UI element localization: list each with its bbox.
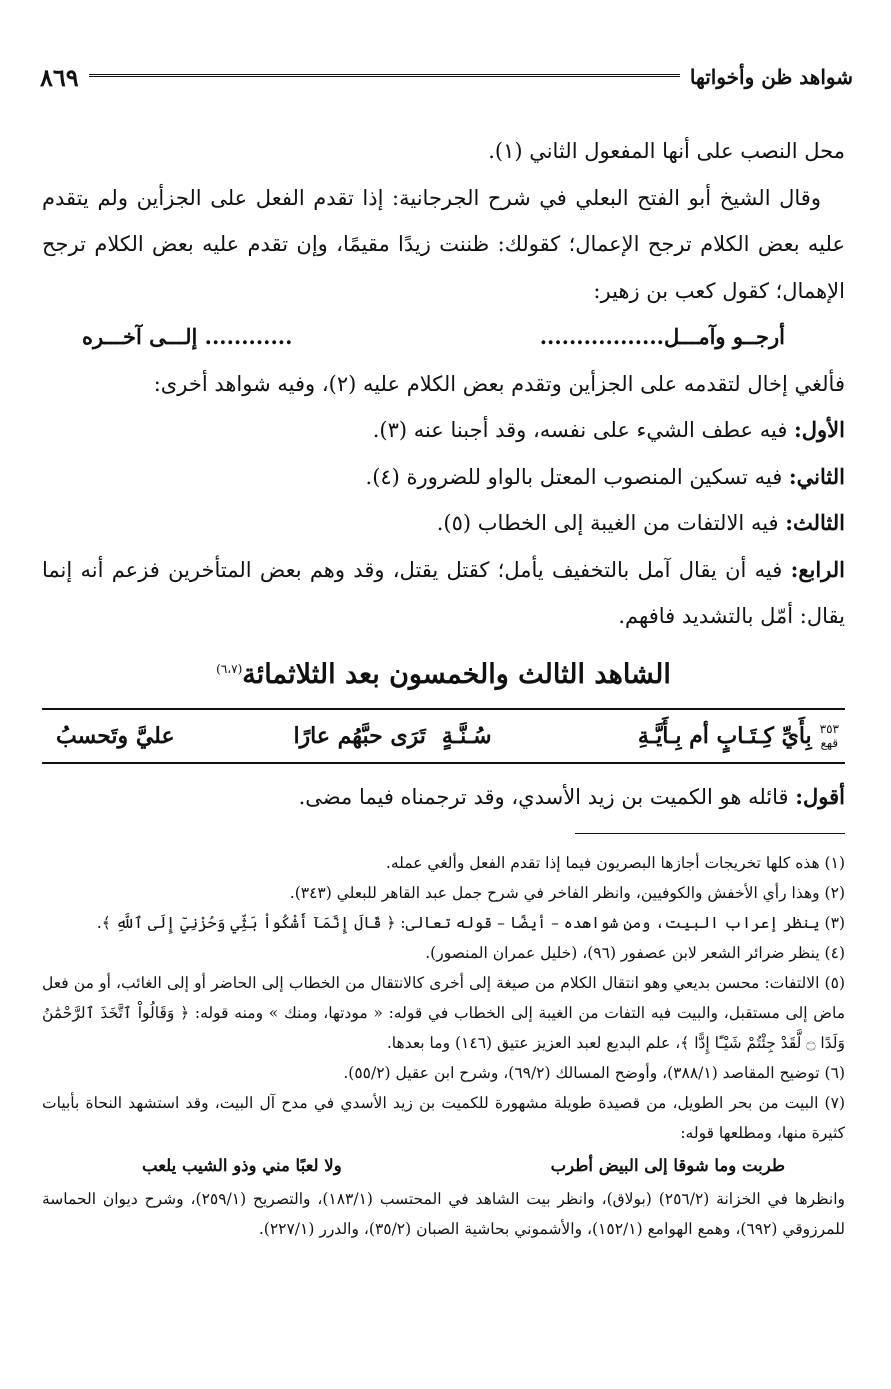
point-fourth: [42, 547, 845, 640]
verse-meter: قهع: [820, 735, 839, 750]
commentary-label: أقول:: [795, 783, 845, 809]
point-label: الثاني:: [788, 463, 845, 489]
first-hemistich: [434, 714, 820, 758]
paragraph-1: محل النصب على أنها المفعول الثاني (١).: [488, 139, 845, 163]
point-first: [42, 407, 845, 454]
footnote-7-sources: وانظرها في الخزانة (٢٥٦/٢) (بولاق)، وانظر بيت الشاهد في المحتسب (١٨٣/١)، والتصريح (٢٥٩/١)، وشرح ديوان الحماسة للمرزوقي (٦٩٢)، وهمع الهوامع (١٥٢/١)، والأشموني بحاشية الصبان (٣٥/٢)، والدرر (٢٢٧/١).: [42, 1190, 845, 1238]
footnote-1: (١) هذه كلها تخريجات أجازها البصريون فيما إذا تقدم الفعل وألغي عمله.: [385, 854, 845, 872]
heading-text: الشاهد الثالث والخمسون بعد الثلاثمائة: [242, 658, 671, 690]
point-text: فيه الالتفات من الغيبة إلى الخطاب (٥).: [436, 511, 786, 535]
footnotes: [42, 848, 845, 1244]
footnote-4: (٤) ينظر ضرائر الشعر لابن عصفور (٩٦)، (خليل عمران المنصور).: [425, 944, 845, 962]
point-text: فيه عطف الشيء على نفسه، وقد أجبنا عنه (٣).: [372, 418, 795, 442]
commentary: [42, 774, 845, 821]
point-label: الأول:: [794, 417, 845, 442]
hemistich-part: عليَّ وتَحسبُ: [56, 722, 175, 749]
commentary-text: قائله هو الكميت بن زيد الأسدي، وقد ترجمناه فيما مضى.: [298, 784, 796, 809]
verse-number: ٣٥٣: [819, 721, 839, 736]
section-heading: [42, 646, 845, 698]
verse-number-block: [820, 722, 839, 750]
point-label: الرابع:: [790, 556, 845, 582]
second-hemistich: [48, 714, 434, 758]
footnote-2: (٢) وهذا رأي الأخفش والكوفيين، وانظر الفاخر في شرح جمل عبد القاهر للبعلي (٣٤٣).: [289, 884, 845, 902]
running-header: [40, 60, 853, 94]
header-rule: [89, 74, 680, 80]
paragraph-2: وقال الشيخ أبو الفتح البعلي في شرح الجرجانية: إذا تقدم الفعل على الجزأين ولم يتقدم عليه بعض الكلام ترجح الإعمال؛ كقولك: ظننت زيدًا مقيمًا، وإن تقدم عليه بعض الكلام ترجح الإهمال؛ كقول كعب بن زهير:: [42, 185, 845, 303]
point-text: فيه أن يقال آمل بالتخفيف يأمل؛ كقتل يقتل، وقد وهم بعض المتأخرين فزعم أنه إنما يقال: أمّل بالتشديد فافهم.: [42, 557, 845, 628]
hemistich-part: بِأَيِّ كِـتَـابٍ أم بِـأَيَّـةِ: [637, 722, 812, 749]
footnote-6: (٦) توضيح المقاصد (٣٨٨/١)، وأوضح المسالك (٦٩/٢)، وشرح ابن عقيل (٥٥/٢).: [343, 1064, 845, 1082]
main-text: [42, 128, 845, 820]
point-third: [42, 500, 845, 547]
hemistich-part: تَرَى حبَّهُم عارًا: [293, 722, 426, 749]
footnote-separator: [575, 833, 845, 834]
verse-second-half: ............ إلـــى آخـــره: [82, 324, 293, 349]
quoted-verse: [42, 314, 845, 361]
poem-verse: [42, 708, 845, 764]
footnote-3: (٣) ينظر إعراب البيت، ومن شواهده – أيضًا – قوله تعالى: ﴿ قَالَ إِنَّمَآ أَشْكُواْ بَثِّي وَحُزْنِيٓ إِلَى ٱللَّهِ ﴾.: [96, 914, 845, 932]
footnote-verse-second: ولا لعبًا مني وذو الشيب يلعب: [142, 1156, 342, 1175]
footnote-5: (٥) الالتفات: محسن بديعي وهو انتقال الكلام من صيغة إلى أخرى كالانتقال من الخطاب إلى الحاضر أو إلى الغائب، أو من فعل ماض إلى مستقبل، والبيت فيه التفات من الغيبة إلى الخطاب في قوله: « مودتها، ومنك » ومنه قوله: ﴿ وَقَالُواْ ٱتَّخَذَ ٱلرَّحْمَٰنُ وَلَدًا ۝ لَّقَدْ جِئْتُمْ شَيْـًٔا إِدًّا ﴾، علم البديع لعبد العزيز عتيق (١٤٦) وما بعدها.: [42, 974, 845, 1052]
footnote-verse-first: طربت وما شوقا إلى البيض أطرب: [550, 1156, 785, 1175]
verse-first-half: أرجــو وآمـــل.................: [539, 324, 785, 349]
point-label: الثالث:: [785, 510, 845, 535]
paragraph-3: فألغي إخال لتقدمه على الجزأين وتقدم بعض الكلام عليه (٢)، وفيه شواهد أخرى:: [153, 371, 845, 396]
header-title: شواهد ظن وأخواتها: [689, 65, 853, 89]
footnote-7: (٧) البيت من بحر الطويل، من قصيدة طويلة مشهورة للكميت بن زيد الأسدي في مدح آل البيت، وقد استشهد النحاة بأبيات كثيرة منها، ومطلعها قوله:: [42, 1094, 845, 1142]
footnote-verse: [42, 1148, 845, 1184]
page-number: ٨٦٩: [40, 62, 79, 92]
point-text: فيه تسكين المنصوب المعتل بالواو للضرورة (٤).: [365, 464, 789, 489]
point-second: [42, 454, 845, 501]
heading-note-ref: (٦،٧): [216, 661, 243, 676]
hemistich-part: سُـنَّـةٍ: [441, 722, 492, 749]
